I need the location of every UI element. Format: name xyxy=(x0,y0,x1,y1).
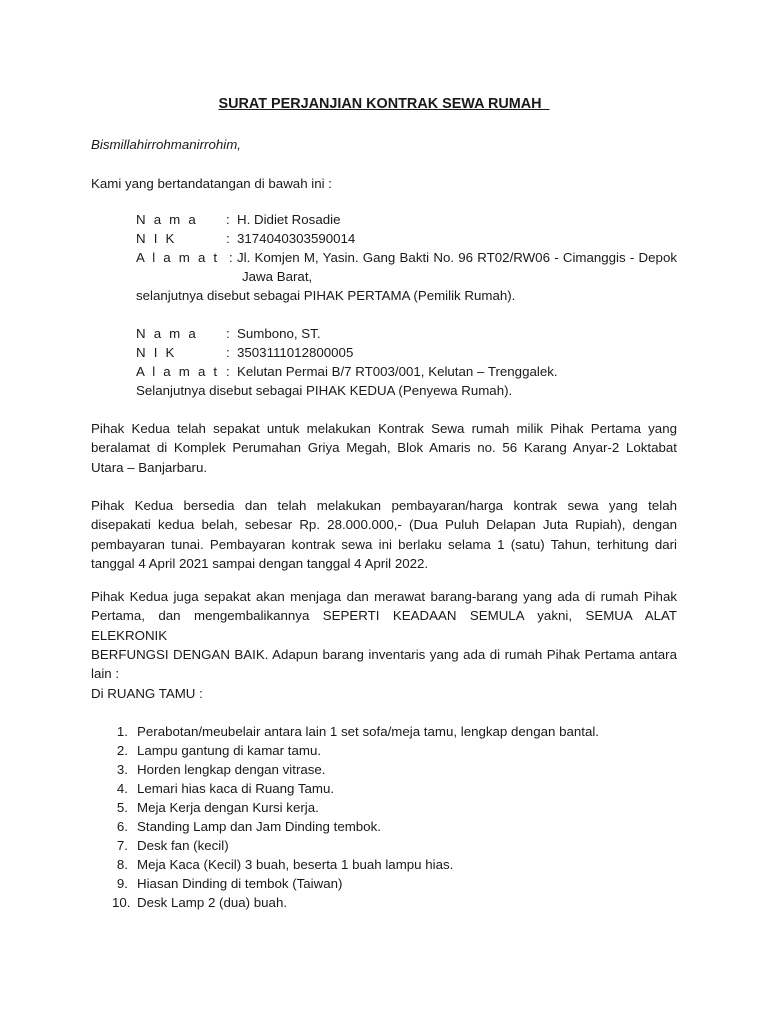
colon: : xyxy=(226,231,230,246)
colon: : xyxy=(229,250,233,265)
paragraph-line: pembayaran tunai. Pembayaran kontrak sewa ini berlaku selama 1 (satu) Tahun, terhitung dari xyxy=(91,536,677,552)
nik-label: N I K xyxy=(136,345,177,360)
paragraph-line: Pihak Kedua telah sepakat untuk melakukan Kontrak Sewa rumah milik Pihak Pertama yang xyxy=(91,421,677,436)
paragraph-line: beralamat di Komplek Perumahan Griya Megah, Blok Amaris no. 56 Karang Anyar-2 Loktabat xyxy=(91,440,677,456)
nik-label: N I K xyxy=(136,231,177,246)
list-item-text: Lemari hias kaca di Ruang Tamu. xyxy=(137,781,335,796)
list-item-text: Meja Kaca (Kecil) 3 buah, beserta 1 buah lampu hias. xyxy=(137,857,454,872)
address-label: A l a m a t xyxy=(136,364,220,379)
party-one-closing: selanjutnya disebut sebagai PIHAK PERTAMA (Pemilik Rumah). xyxy=(136,288,516,303)
list-item-number: 4. xyxy=(116,781,128,796)
paragraph-line: tanggal 4 April 2021 sampai dengan tanggal 4 April 2022. xyxy=(91,555,429,571)
list-item-text: Desk fan (kecil) xyxy=(137,838,229,853)
list-item-number: 7. xyxy=(116,838,128,853)
party-two-name: Sumbono, ST. xyxy=(237,326,321,341)
paragraph-payment xyxy=(91,496,677,573)
list-item-text: Perabotan/meubelair antara lain 1 set sofa/meja tamu, lengkap dengan bantal. xyxy=(137,724,600,739)
list-item-number: 3. xyxy=(116,762,128,777)
colon: : xyxy=(226,212,230,227)
list-item-number: 9. xyxy=(116,876,128,891)
paragraph-maintenance xyxy=(91,587,677,683)
document-title: SURAT PERJANJIAN KONTRAK SEWA RUMAH xyxy=(218,96,550,112)
list-item-text: Standing Lamp dan Jam Dinding tembok. xyxy=(137,819,381,834)
list-item-number: 8. xyxy=(116,857,128,872)
address-label: A l a m a t xyxy=(136,250,220,265)
paragraph-line: disepakati kedua belah, sebesar Rp. 28.000.000,- (Dua Puluh Delapan Juta Rupiah), dengan xyxy=(91,517,677,533)
list-item-text: Hiasan Dinding di tembok (Taiwan) xyxy=(137,876,343,891)
colon: : xyxy=(226,326,230,341)
party-two-address: Kelutan Permai B/7 RT003/001, Kelutan – Trenggalek. xyxy=(237,364,558,379)
party-one-nik: 3174040303590014 xyxy=(237,231,356,246)
name-label: N a m a xyxy=(136,212,198,227)
list-item-number: 10. xyxy=(112,895,131,910)
list-item-number: 6. xyxy=(116,819,128,834)
colon: : xyxy=(226,345,230,360)
paragraph-line: Pihak Kedua bersedia dan telah melakukan pembayaran/harga kontrak sewa yang telah xyxy=(91,498,677,513)
list-item-text: Lampu gantung di kamar tamu. xyxy=(137,743,322,758)
paragraph-rental-agreement xyxy=(91,419,677,477)
list-item-number: 5. xyxy=(116,800,128,815)
list-item-number: 2. xyxy=(116,743,128,758)
list-item-number: 1. xyxy=(116,724,128,739)
list-item-text: Horden lengkap dengan vitrase. xyxy=(137,762,326,777)
list-item-text: Desk Lamp 2 (dua) buah. xyxy=(137,895,288,910)
paragraph-line: Pihak Kedua juga sepakat akan menjaga dan merawat barang-barang yang ada di rumah Pihak xyxy=(91,589,677,604)
name-label: N a m a xyxy=(136,326,198,341)
intro-text: Kami yang bertandatangan di bawah ini : xyxy=(91,176,332,191)
section-heading-ruang-tamu: Di RUANG TAMU : xyxy=(91,686,203,701)
party-one-name: H. Didiet Rosadie xyxy=(237,212,341,227)
paragraph-line: lain : xyxy=(91,666,120,682)
paragraph-line: Pertama, dan mengembalikannya SEPERTI KEADAAN SEMULA yakni, SEMUA ALAT ELEKRONIK xyxy=(91,608,677,643)
party-two-closing: Selanjutnya disebut sebagai PIHAK KEDUA (Penyewa Rumah). xyxy=(136,383,513,398)
colon: : xyxy=(226,364,230,379)
paragraph-line: BERFUNGSI DENGAN BAIK. Adapun barang inventaris yang ada di rumah Pihak Pertama antara xyxy=(91,646,677,662)
list-item-text: Meja Kerja dengan Kursi kerja. xyxy=(137,800,319,815)
party-one-address-line1: Jl. Komjen M, Yasin. Gang Bakti No. 96 RT02/RW06 - Cimanggis - Depok xyxy=(237,250,677,265)
party-two-nik: 3503111012800005 xyxy=(237,345,354,360)
party-one-address-line2: Jawa Barat, xyxy=(242,269,313,284)
party-one-address xyxy=(237,248,677,267)
paragraph-line: Utara – Banjarbaru. xyxy=(91,459,208,475)
greeting: Bismillahirrohmanirrohim, xyxy=(91,137,241,152)
